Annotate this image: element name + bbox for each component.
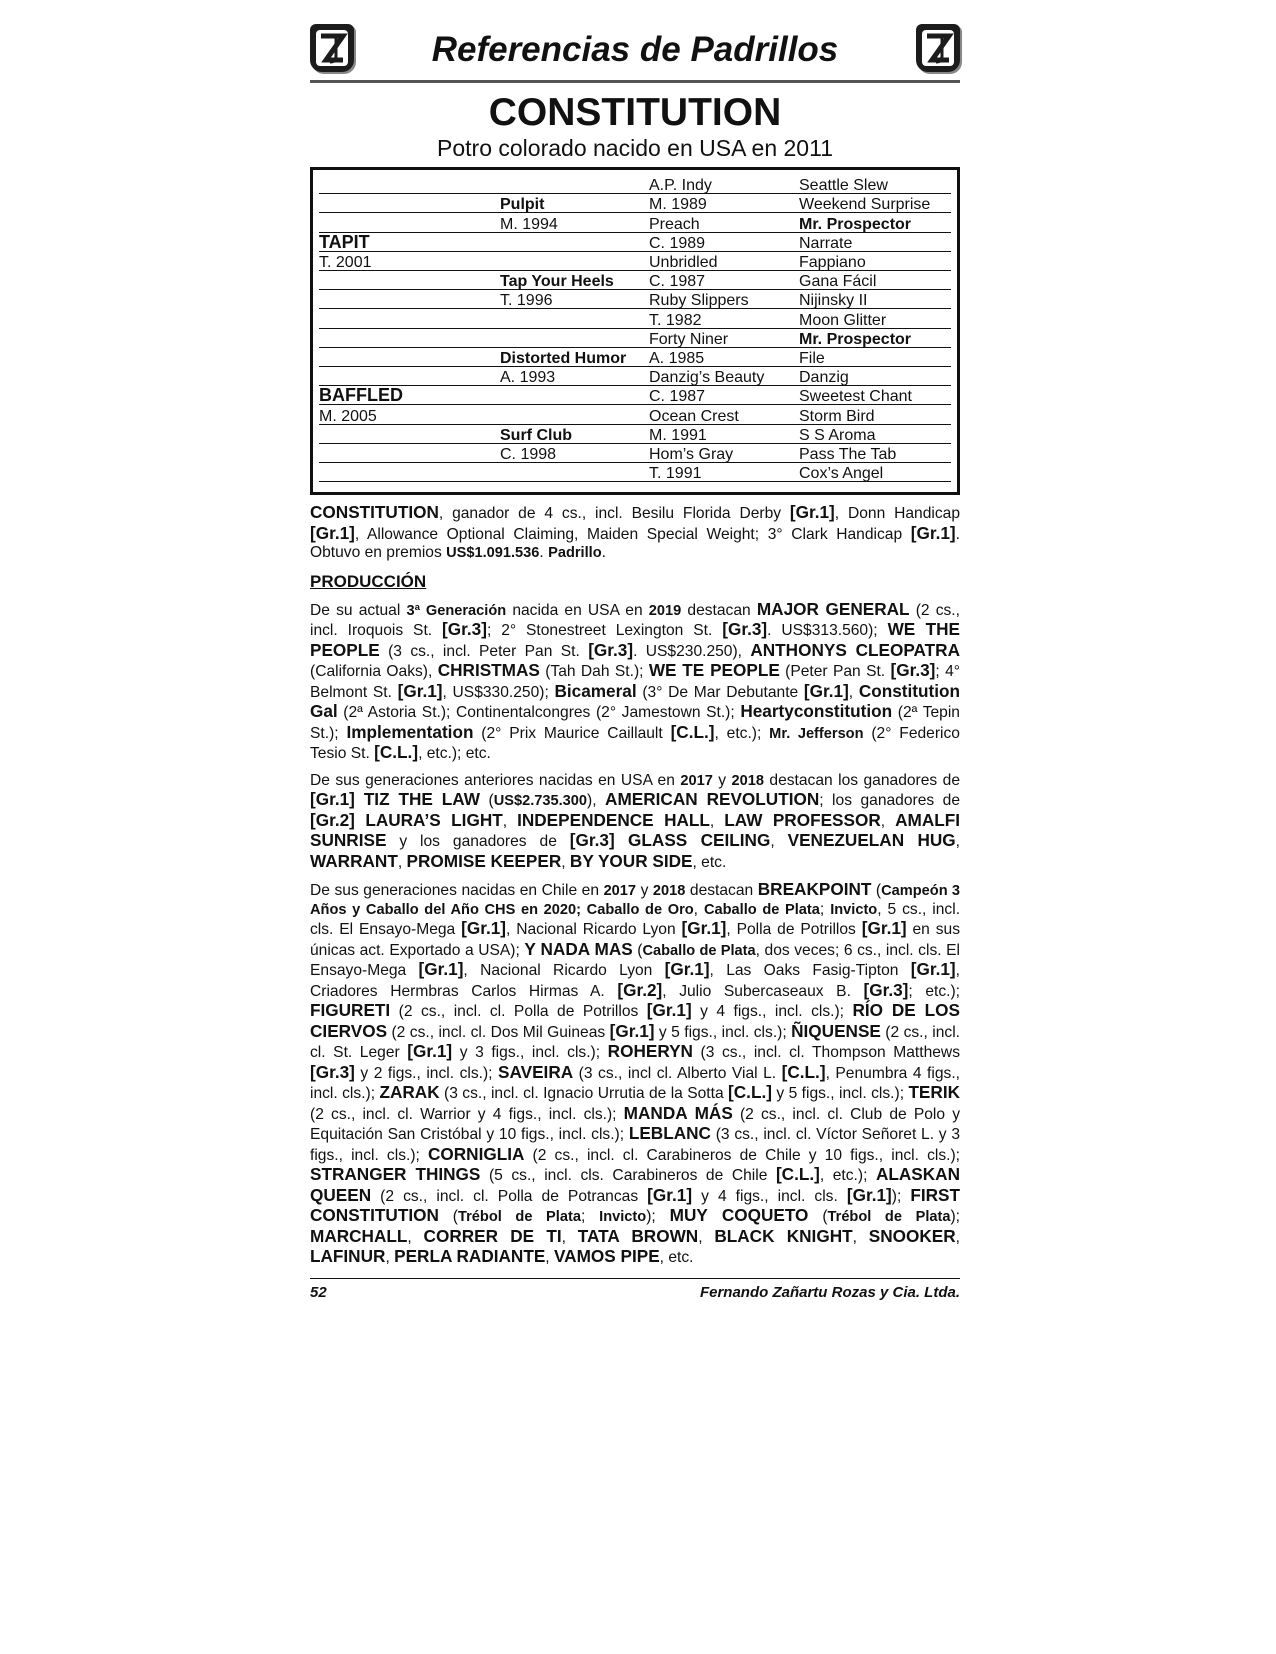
pedigree-row (319, 328, 951, 348)
emphasis-text: [Gr.2] (617, 979, 663, 1000)
emphasis-text: [Gr.1] (418, 959, 464, 979)
emphasis-text: 2018 (652, 883, 686, 899)
emphasis-text: [Gr.1] (681, 918, 727, 938)
body-text: (2ª Astoria St.); Continentalcongres (2° Jamestown St.); (337, 704, 741, 721)
emphasis-text: 2019 (648, 602, 682, 619)
pedigree-cell: Danzig’s Beauty (649, 369, 765, 387)
body-text: ( (632, 941, 643, 959)
emphasis-text: [C.L.] (670, 721, 715, 742)
body-text: ), (587, 792, 606, 809)
pedigree-cell: Forty Niner (649, 330, 729, 348)
pedigree-cell: TAPIT (319, 231, 370, 252)
body-text: ; (580, 1208, 600, 1225)
body-text: , (502, 812, 518, 830)
body-text: (2 cs., incl. cl. Club de Polo y Equitación San Cristóbal y 10 figs., incl. cls.); (310, 1105, 961, 1143)
emphasis-text: [C.L.] (728, 1082, 772, 1102)
body-text: ); (891, 1187, 911, 1205)
pedigree-cell: Nijinsky II (799, 292, 868, 310)
emphasis-text: [Gr.1] (910, 522, 956, 543)
pedigree-row (319, 174, 951, 194)
pedigree-row (319, 251, 951, 271)
emphasis-text: CHRISTMAS (437, 660, 540, 680)
body-text: ; 4° Belmont St. (310, 663, 960, 701)
body-text: (3 cs., incl cl. Alberto Vial L. (573, 1064, 782, 1082)
emphasis-text: Heartyconstitution (740, 701, 893, 721)
emphasis-text: Campeón 3 Años y Caballo del Año CHS en 2020; Caballo de Oro (310, 883, 960, 918)
emphasis-text: Y NADA MAS (524, 938, 633, 959)
emphasis-text: Mr. Jefferson (769, 725, 864, 742)
emphasis-text: US$1.091.536 (446, 545, 540, 561)
emphasis-text: VAMOS PIPE (553, 1246, 660, 1266)
emphasis-text: LAW PROFESSOR (724, 809, 881, 830)
body-text: ( (480, 792, 494, 809)
emphasis-text: Invicto (830, 901, 878, 918)
pedigree-cell: Seattle Slew (799, 177, 888, 195)
emphasis-text: [Gr.1] (789, 502, 835, 522)
body-text: (2 cs., incl. cl. Carabineros de Chile y 10 figs., incl. cls.); (524, 1146, 961, 1164)
emphasis-text: [Gr.3] GLASS CEILING (569, 830, 771, 850)
body-text: (3 cs., incl. cl. Ignacio Urrutia de la Sotta (439, 1085, 729, 1102)
pedigree-cell: Narrate (799, 234, 853, 252)
emphasis-text: AMERICAN REVOLUTION (605, 789, 820, 809)
body-text: (3 cs., incl. Peter Pan St. (379, 642, 589, 660)
body-text: ; 2° Stonestreet Lexington St. (486, 622, 723, 639)
body-text: en sus únicas act. Exportado a USA); (310, 921, 960, 959)
pedigree-cell: Mr. Prospector (799, 215, 912, 233)
body-text: , (561, 853, 570, 871)
body-text: . (601, 544, 606, 561)
pedigree-cell: Distorted Humor (500, 349, 627, 367)
body-text: , (698, 1228, 715, 1246)
body-text: (Peter Pan St. (779, 663, 891, 680)
pedigree-row (319, 366, 951, 386)
pedigree-row (319, 462, 951, 482)
body-text: y 4 figs., incl. cls. (692, 1187, 847, 1205)
emphasis-text: [Gr.3] (588, 639, 634, 660)
emphasis-text: ALASKAN QUEEN (310, 1164, 960, 1205)
body-text: . US$230.250), (633, 642, 751, 660)
logo-icon (916, 24, 960, 72)
emphasis-text: [Gr.1] TIZ THE LAW (310, 789, 480, 809)
race-summary (310, 503, 960, 563)
body-text: , etc.); (714, 724, 770, 742)
body-text: , ganador de 4 cs., incl. Besilu Florida Derby (438, 505, 790, 522)
emphasis-text: RÍO DE LOS CIERVOS (310, 1000, 960, 1041)
emphasis-text: [Gr.1] (397, 680, 443, 701)
emphasis-text: BLACK KNIGHT (714, 1225, 853, 1246)
emphasis-text: [Gr.3] (310, 1061, 355, 1082)
pedigree-cell: Danzig (799, 369, 849, 387)
emphasis-text: [Gr.1] (861, 918, 907, 938)
pedigree-cell: A. 1985 (649, 349, 705, 367)
emphasis-text: 2017 (603, 883, 637, 899)
emphasis-text: CORNIGLIA (427, 1143, 525, 1164)
pedigree-cell: Tap Your Heels (500, 273, 614, 291)
body-text: (2 cs., incl. cl. St. Leger (310, 1023, 960, 1061)
body-text: (Tah Dah St.); (539, 663, 649, 680)
body-text: , (397, 853, 407, 871)
pedigree-cell: Unbridled (649, 253, 718, 271)
body-text: (2ª Tepin St.); (310, 704, 960, 742)
body-text: y (712, 771, 732, 789)
body-text: , (770, 833, 788, 850)
body-text: , Criadores Hermbras Carlos Hirmas A. (310, 962, 960, 1000)
pedigree-cell: S S Aroma (799, 426, 876, 444)
body-text: destacan (685, 882, 758, 899)
emphasis-text: SAVEIRA (498, 1061, 574, 1082)
emphasis-text: MAJOR GENERAL (756, 598, 910, 619)
body-text: , Donn Handicap (834, 505, 960, 522)
emphasis-text: Invicto (599, 1209, 647, 1225)
horse-name: CONSTITUTION (488, 91, 782, 134)
pedigree-cell: Ocean Crest (649, 407, 739, 425)
body-text: ); (950, 1208, 960, 1225)
page-number: 52 (310, 1283, 327, 1301)
body-text: , (561, 1228, 578, 1246)
emphasis-text: [Gr.1] (310, 522, 355, 543)
emphasis-text: WE THE PEOPLE (310, 619, 960, 660)
emphasis-text: CONSTITUTION (310, 502, 439, 522)
pedigree-row (319, 424, 951, 444)
pedigree-cell: Cox’s Angel (799, 465, 884, 483)
body-text: ; los ganadores de (819, 792, 960, 809)
body-text: y los ganadores de (386, 833, 570, 850)
emphasis-text: AMALFI SUNRISE (310, 809, 961, 850)
body-text: ( (808, 1208, 828, 1225)
emphasis-text: [Gr.3] (890, 660, 936, 680)
pedigree-cell: Fappiano (799, 253, 866, 271)
emphasis-text: 3ª Generación (406, 602, 507, 619)
body-text: , (955, 833, 961, 850)
emphasis-text: MANDA MÁS (623, 1102, 733, 1123)
body-text: , (880, 812, 896, 830)
emphasis-text: [Gr.1] (846, 1184, 892, 1205)
pedigree-cell: Preach (649, 215, 700, 233)
emphasis-text: Caballo de Plata (703, 901, 820, 918)
body-text: nacida en USA en (506, 601, 649, 619)
pedigree-cell: Mr. Prospector (799, 330, 912, 348)
body-text: destacan los ganadores de (763, 771, 960, 789)
emphasis-text: [C.L.] (781, 1061, 826, 1082)
production-paragraph (310, 600, 960, 764)
emphasis-text: [Gr.3] (863, 979, 909, 1000)
pedigree-cell: M. 1989 (649, 196, 707, 214)
header-divider (310, 80, 960, 83)
pedigree-cell: M. 1991 (649, 426, 707, 444)
pedigree-row (319, 232, 951, 252)
pedigree-cell: C. 1989 (649, 234, 706, 252)
emphasis-text: [Gr.3] (442, 619, 487, 639)
body-text: (California Oaks), (310, 663, 438, 680)
body-text: (5 cs., incl. cls. Carabineros de Chile (480, 1167, 776, 1184)
pedigree-cell: Weekend Surprise (799, 196, 931, 214)
emphasis-text: LEBLANC (628, 1123, 711, 1143)
pedigree-cell: C. 1998 (500, 445, 557, 463)
production-paragraph (310, 880, 960, 1268)
emphasis-text: [Gr.2] LAURA’S LIGHT (310, 809, 503, 830)
emphasis-text: 2017 (680, 772, 713, 789)
emphasis-text: Caballo de Plata (642, 942, 756, 959)
pedigree-row (319, 404, 951, 424)
body-text: , etc. (692, 853, 727, 871)
body-text: , US$330.250); (442, 683, 555, 701)
emphasis-text: Padrillo (548, 545, 602, 561)
emphasis-text: US$2.735.300 (493, 793, 588, 809)
body-text: (2° Prix Maurice Caillault (473, 724, 671, 742)
body-text: . US$313.560); (767, 622, 888, 639)
pedigree-cell: T. 1996 (500, 292, 553, 310)
body-text: , (709, 812, 725, 830)
pedigree-cell: Surf Club (500, 426, 572, 444)
pedigree-cell: T. 2001 (319, 253, 372, 271)
emphasis-text: [Gr.1] (910, 959, 956, 979)
pedigree-cell: C. 1987 (649, 388, 706, 406)
pedigree-cell: Ruby Slippers (649, 292, 749, 310)
emphasis-text: ZARAK (379, 1082, 440, 1102)
pedigree-cell: File (799, 349, 825, 367)
pedigree-row (319, 193, 951, 213)
emphasis-text: FIGURETI (310, 1000, 391, 1020)
emphasis-text: CORRER DE TI (423, 1225, 562, 1246)
pedigree-cell: T. 1982 (649, 311, 702, 329)
body-text: , 5 cs., incl. cls. El Ensayo-Mega (310, 900, 961, 938)
body-text: , etc. (659, 1249, 694, 1266)
body-text: , (955, 1228, 961, 1246)
emphasis-text: Implementation (346, 721, 474, 742)
pedigree-row (319, 347, 951, 367)
body-text: y 2 figs., incl. cls.); (354, 1064, 499, 1082)
page-footer (310, 1279, 960, 1303)
emphasis-text: 2018 (731, 772, 764, 789)
emphasis-text: [Gr.1] (407, 1041, 453, 1061)
pedigree-cell: C. 1987 (649, 273, 706, 291)
emphasis-text: TERIK (908, 1082, 960, 1102)
emphasis-text: PERLA RADIANTE (394, 1246, 546, 1266)
emphasis-text: MARCHALL (310, 1225, 408, 1246)
emphasis-text: [Gr.1] (647, 1184, 693, 1205)
production-heading: PRODUCCIÓN (310, 571, 427, 591)
pedigree-row (319, 443, 951, 463)
body-text: , Polla de Potrillos (726, 921, 862, 938)
body-text: , Julio Subercaseaux B. (662, 982, 864, 1000)
pedigree-cell: Pulpit (500, 196, 545, 214)
body-text: , (545, 1249, 554, 1266)
emphasis-text: VENEZUELAN HUG (787, 830, 956, 850)
emphasis-text: LAFINUR (310, 1246, 386, 1266)
emphasis-text: BY YOUR SIDE (569, 850, 693, 871)
pedigree-cell: Moon Glitter (799, 311, 887, 329)
body-text: De sus generaciones anteriores nacidas en USA en (310, 771, 681, 789)
body-text: (3 cs., incl. cl. Víctor Señoret L. y 3 figs., incl. cls.); (310, 1126, 960, 1164)
pedigree-cell: A.P. Indy (649, 177, 712, 195)
body-text: (2 cs., incl. Iroquois St. (310, 601, 960, 639)
pedigree-row (319, 385, 951, 405)
body-text: , (407, 1228, 424, 1246)
emphasis-text: [Gr.1] (664, 959, 710, 979)
pedigree-cell: Pass The Tab (799, 445, 897, 463)
pedigree-row (319, 270, 951, 290)
body-text: , Las Oaks Fasig-Tipton (709, 962, 911, 979)
emphasis-text: BREAKPOINT (757, 879, 872, 899)
emphasis-text: Bicameral (554, 680, 637, 701)
emphasis-text: ANTHONYS CLEOPATRA (750, 639, 960, 660)
body-text: De sus generaciones nacidas en Chile en (310, 882, 604, 899)
emphasis-text: [Gr.1] (803, 680, 849, 701)
body-text: y 5 figs., incl. cls.); (654, 1023, 792, 1041)
production-paragraph (310, 772, 960, 873)
emphasis-text: [Gr.1] (609, 1020, 655, 1041)
pedigree-cell: T. 1991 (649, 465, 702, 483)
pedigree-cell: Hom’s Gray (649, 445, 734, 463)
body-text: ( (871, 882, 882, 899)
emphasis-text: MUY COQUETO (669, 1205, 809, 1225)
body-text: , Penumbra 4 figs., incl. cls.); (310, 1064, 960, 1102)
pedigree-table (310, 167, 960, 495)
body-text: , (848, 683, 859, 701)
emphasis-text: Constitution Gal (310, 680, 960, 721)
page (310, 22, 960, 1303)
body-text: , Nacional Ricardo Lyon (463, 962, 665, 979)
emphasis-text: [Gr.3] (722, 619, 768, 639)
pedigree-cell: BAFFLED (319, 385, 403, 406)
body-text: y 5 figs., incl. cls.); (771, 1085, 909, 1102)
body-text: y 3 figs., incl. cls.); (452, 1044, 608, 1061)
body-text: ; etc.); (908, 982, 960, 1000)
body-text: , etc.); (819, 1167, 876, 1184)
body-text: destacan (681, 601, 757, 619)
pedigree-row (319, 308, 951, 328)
footer-company: Fernando Zañartu Rozas y Cia. Ltda. (699, 1283, 960, 1301)
pedigree-row (319, 289, 951, 309)
emphasis-text: PROMISE KEEPER (406, 850, 562, 871)
pedigree-cell: Sweetest Chant (799, 388, 912, 406)
emphasis-text: [Gr.1] (461, 918, 506, 938)
body-text: ; (819, 900, 831, 918)
emphasis-text: INDEPENDENCE HALL (517, 809, 710, 830)
body-text: (2 cs., incl. cl. Polla de Potrillos (390, 1003, 647, 1020)
page-header (310, 22, 960, 80)
emphasis-text: ÑIQUENSE (791, 1020, 881, 1041)
emphasis-text: SNOOKER (868, 1225, 956, 1246)
body-text: , (852, 1228, 869, 1246)
emphasis-text: [C.L.] (775, 1164, 820, 1184)
pedigree-cell: Gana Fácil (799, 273, 877, 291)
body-text: , (385, 1249, 395, 1266)
emphasis-text: WARRANT (310, 850, 398, 871)
emphasis-text: FIRST CONSTITUTION (310, 1184, 960, 1225)
body-text: ); (646, 1208, 670, 1225)
body-text: , (693, 900, 704, 918)
body-text: , Nacional Ricardo Lyon (506, 921, 682, 938)
body-text: (3 cs., incl. cl. Thompson Matthews (692, 1044, 960, 1061)
body-text: , etc.); etc. (418, 745, 491, 762)
pedigree-row (319, 212, 951, 232)
emphasis-text: [Gr.1] (646, 1000, 692, 1020)
body-text: (2° Federico Tesio St. (310, 724, 960, 762)
page-title: Referencias de Padrillos (431, 30, 839, 69)
pedigree-cell: M. 1994 (500, 215, 558, 233)
body-text: y 4 figs., incl. cls.); (691, 1003, 853, 1020)
body-text: ( (438, 1208, 458, 1225)
body-text: . (539, 544, 549, 561)
pedigree-cell: A. 1993 (500, 369, 556, 387)
body-text: , Allowance Optional Claiming, Maiden Special Weight; 3° Clark Handicap (354, 525, 911, 543)
emphasis-text: ROHERYN (607, 1041, 693, 1061)
pedigree-cell: M. 2005 (319, 407, 377, 425)
horse-subtitle: Potro colorado nacido en USA en 2011 (437, 135, 833, 161)
body-text: . Obtuvo en premios (310, 525, 960, 561)
emphasis-text: Trébol de Plata (827, 1209, 951, 1225)
body-text: (2 cs., incl. cl. Polla de Potrancas (371, 1187, 648, 1205)
body-text: (3° De Mar Debutante (636, 683, 804, 701)
body-text: , dos veces; 6 cs., incl. cls. El Ensayo-Mega (310, 941, 960, 979)
production-section (310, 600, 960, 1268)
body-text: De su actual (310, 601, 407, 619)
emphasis-text: WE TE PEOPLE (648, 660, 780, 680)
emphasis-text: Trébol de Plata (458, 1209, 581, 1225)
body-text: y (636, 882, 653, 899)
body-text: (2 cs., incl. cl. Warrior y 4 figs., incl. cls.); (310, 1105, 624, 1123)
pedigree-cell: Storm Bird (799, 407, 875, 425)
emphasis-text: [C.L.] (374, 742, 419, 762)
emphasis-text: TATA BROWN (577, 1225, 699, 1246)
body-text: (2 cs., incl. cl. Dos Mil Guineas (387, 1023, 610, 1041)
emphasis-text: STRANGER THINGS (310, 1164, 481, 1184)
